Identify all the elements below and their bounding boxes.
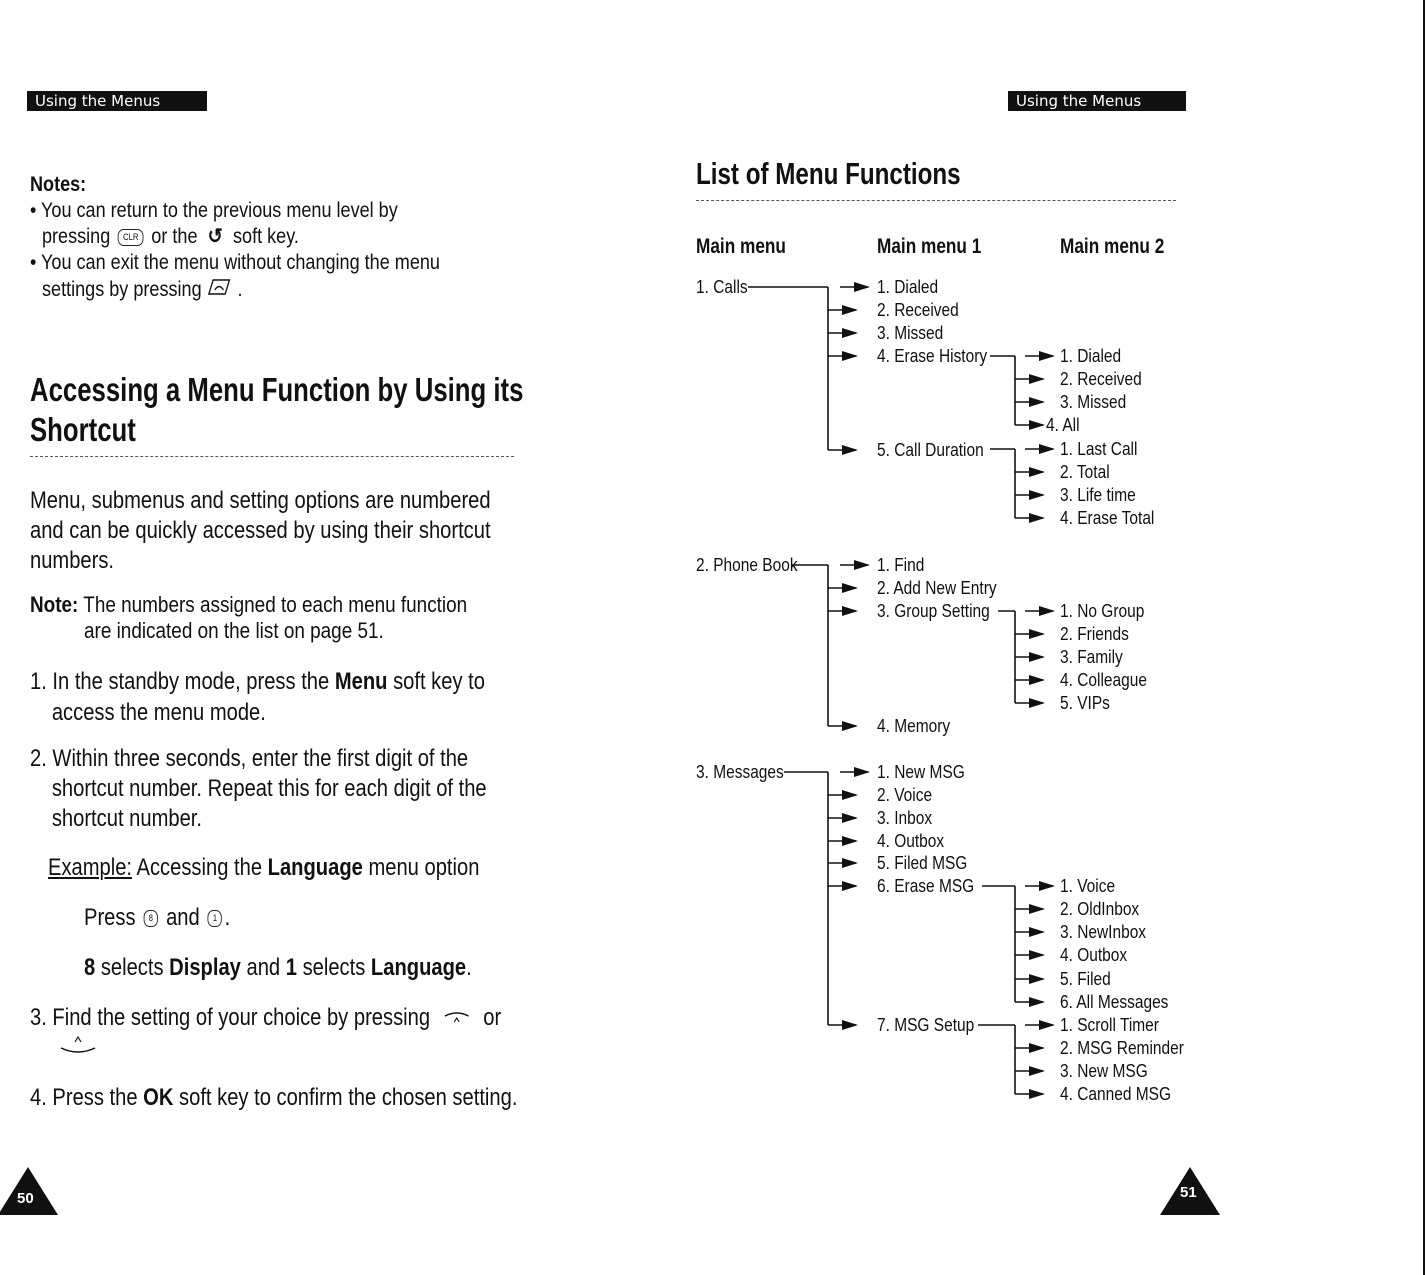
calls-item: 3. Missed [877, 323, 944, 343]
erase-msg-item: 4. Outbox [1060, 945, 1128, 965]
messages-item: 5. Filed MSG [877, 853, 968, 873]
list-title: List of Menu Functions [696, 156, 961, 191]
msg-setup-item: 1. Scroll Timer [1060, 1015, 1159, 1035]
notes-bullet-1-cont: pressing CLR or the ↺ soft key. [42, 225, 299, 249]
group-setting-item: 3. Family [1060, 647, 1123, 667]
erase-history-item: 2. Received [1060, 369, 1142, 389]
clr-key-icon: CLR [118, 229, 144, 246]
left-section-banner: Using the Menus [27, 91, 207, 111]
messages-item: 6. Erase MSG [877, 876, 975, 896]
intro-paragraph: Menu, submenus and setting options are numbered and can be quickly accessed by using their shortcut numbers. [30, 487, 491, 574]
call-duration-item: 3. Life time [1060, 485, 1136, 505]
example-line: Example: Accessing the Language menu option [48, 854, 480, 881]
phonebook-item: 2. Add New Entry [877, 578, 997, 598]
page-edge-rule [1423, 0, 1425, 1275]
note-block-cont: are indicated on the list on page 51. [84, 618, 384, 643]
page-number-51: 51 [1180, 1184, 1197, 1201]
group-setting-item: 2. Friends [1060, 624, 1129, 644]
call-duration-item: 4. Erase Total [1060, 508, 1155, 528]
notes-title: Notes: [30, 173, 87, 196]
calls-item: 1. Dialed [877, 277, 939, 297]
col-header-main-menu-2: Main menu 2 [1060, 235, 1165, 258]
phonebook-item: 3. Group Setting [877, 601, 990, 621]
right-section-banner: Using the Menus [1008, 91, 1186, 111]
erase-msg-item: 3. NewInbox [1060, 922, 1147, 942]
calls-item: 5. Call Duration [877, 440, 984, 460]
erase-history-item: 1. Dialed [1060, 346, 1122, 366]
messages-item: 1. New MSG [877, 762, 965, 782]
step-4: 4. Press the OK soft key to confirm the chosen setting. [30, 1084, 518, 1111]
phonebook-item: 1. Find [877, 555, 925, 575]
group-setting-item: 4. Colleague [1060, 670, 1147, 690]
menu-messages: 3. Messages [696, 762, 784, 782]
step-2: 2. Within three seconds, enter the first digit of the shortcut number. Repeat this for each digit of the shortcut number. [30, 745, 487, 832]
msg-setup-item: 4. Canned MSG [1060, 1084, 1172, 1104]
call-duration-item: 2. Total [1060, 462, 1110, 482]
calls-item: 4. Erase History [877, 346, 988, 366]
group-setting-item: 5. VIPs [1060, 693, 1110, 713]
messages-item: 2. Voice [877, 785, 933, 805]
erase-msg-item: 6. All Messages [1060, 992, 1169, 1012]
erase-history-item: 3. Missed [1060, 392, 1127, 412]
messages-item: 3. Inbox [877, 808, 933, 828]
notes-bullet-2: • You can exit the menu without changing the menu [30, 251, 440, 274]
key-8-icon: 8 [144, 910, 158, 927]
messages-item: 7. MSG Setup [877, 1015, 975, 1035]
messages-item: 4. Outbox [877, 831, 945, 851]
step-1: 1. In the standby mode, press the Menu soft key to access the menu mode. [30, 668, 485, 726]
erase-history-item: 4. All [1046, 415, 1080, 435]
col-header-main-menu: Main menu [696, 235, 786, 258]
key-1-icon: 1 [208, 910, 222, 927]
selects-line: 8 selects Display and 1 selects Language. [84, 954, 472, 981]
erase-msg-item: 5. Filed [1060, 969, 1111, 989]
phonebook-item: 4. Memory [877, 716, 951, 736]
erase-msg-item: 1. Voice [1060, 876, 1116, 896]
note-block: Note: The numbers assigned to each menu function [30, 592, 468, 617]
menu-phone-book: 2. Phone Book [696, 555, 798, 575]
page-number-50: 50 [17, 1190, 34, 1207]
notes-bullet-1: • You can return to the previous menu level by [30, 199, 398, 222]
group-setting-item: 1. No Group [1060, 601, 1145, 621]
col-header-main-menu-1: Main menu 1 [877, 235, 982, 258]
msg-setup-item: 3. New MSG [1060, 1061, 1148, 1081]
back-arrow-icon: ↺ [207, 225, 223, 249]
erase-msg-item: 2. OldInbox [1060, 899, 1140, 919]
section-heading: Accessing a Menu Function by Using its Shortcut [30, 371, 524, 448]
menu-calls: 1. Calls [696, 277, 748, 297]
notes-bullet-2-cont: settings by pressing . [42, 276, 243, 305]
calls-item: 2. Received [877, 300, 959, 320]
step-3: 3. Find the setting of your choice by pressing or [30, 1004, 502, 1031]
press-line: Press 8 and 1 . [84, 904, 231, 931]
msg-setup-item: 2. MSG Reminder [1060, 1038, 1184, 1058]
call-duration-item: 1. Last Call [1060, 439, 1138, 459]
